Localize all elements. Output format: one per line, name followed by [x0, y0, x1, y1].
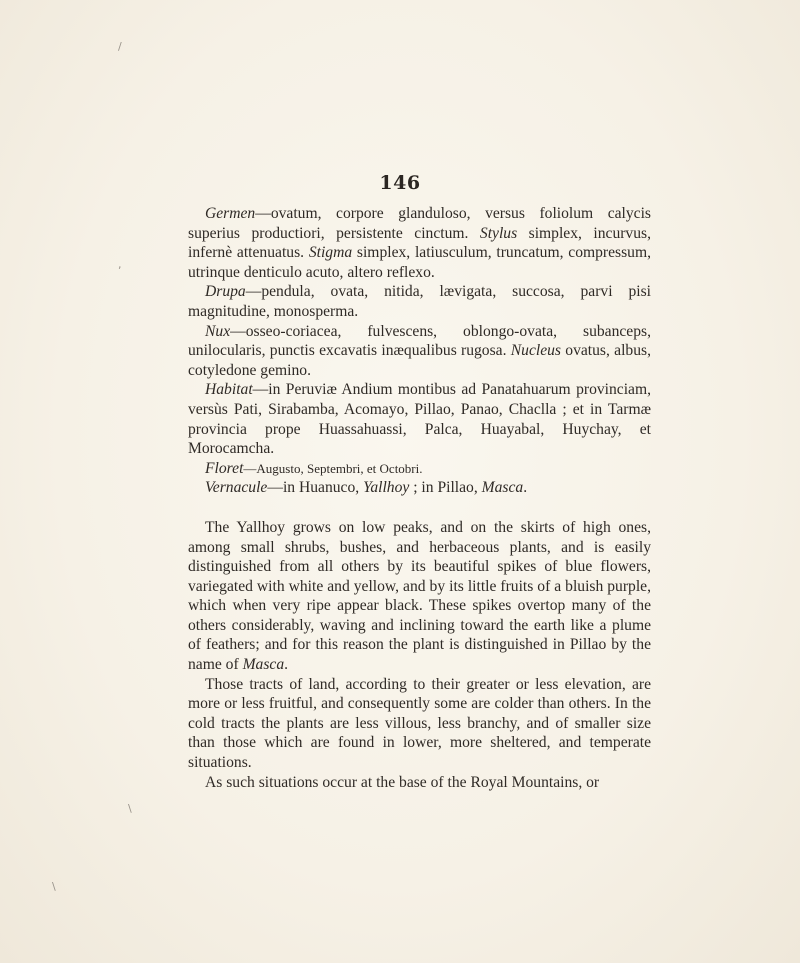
- text: ovatus, albus, cotyledone gemino.: [188, 342, 651, 379]
- body-text: [188, 204, 651, 792]
- text: simplex, incurvus, infernè attenuatus.: [188, 224, 651, 262]
- term-stigma: Stigma: [308, 244, 353, 262]
- term-nux: Nux: [205, 322, 231, 340]
- term-nucleus: Nucleus: [510, 342, 562, 360]
- text: —ovatum, corpore glanduloso, versus foliolum calycis superius productiori, persistente cinctum.: [188, 205, 651, 242]
- text: simplex, latiusculum, truncatum, compressum, utrinque denticulo acuto, altero reflexo.: [188, 244, 651, 281]
- text: .: [523, 479, 528, 497]
- paragraph-drupa: [188, 282, 651, 321]
- text: —pendula, ovata, nitida, lævigata, succosa, parvi pisi magnitudine, monosperma.: [188, 283, 651, 320]
- page-number: 146: [379, 172, 421, 194]
- term-drupa: Drupa: [205, 283, 246, 301]
- paragraph-nux: [188, 322, 651, 381]
- term-stylus: Stylus: [479, 224, 518, 242]
- term-floret: Floret: [205, 459, 244, 477]
- term-germen: Germen: [205, 205, 256, 222]
- book-page: / , \ \ 146 Germen—ovatum, corpore glanduloso, versus foliolum calycis superius productiori, persistente cinctum. Stylus simplex, incurvus, infernè attenuatus. Stigma simplex, latiusculum, truncatum, compressum, utrinque denticulo acuto, altero reflexo. Drupa—pendula, ovata, nitida, lævigata, succosa, parvi pisi magnitudine, monosperma. Nux—osseo-coriacea, fulvescens, oblongo-ovata, subanceps, unilocularis, punctis excavatis inæqualibus rugosa. Nucleus ovatus, albus, cotyledone gemino. Habitat—in Peruviæ Andium montibus ad Panatahuarum provinciam, versùs Pati, Sirabamba, Acomayo, Pillao, Panao, Chaclla ; et in Tarmæ provincia prope Huassahuassi, Palca, Huayabal, Huychay, et Morocamcha. Floret—Augusto, Septembri, et Octobri. Vernacule—in Huanuco, Yallhoy ; in Pillao, Masca. The Yallhoy grows on low peaks, and on the skirts of high ones, among small shrubs, bushes, and herbaceous plants, and is easily distinguished from all others by its beautiful spikes of blue flowers, variegated with white and yellow, and by its little fruits of a bluish purple, which when very ripe appear black. These spikes overtop many of the others considerably, waving and inclining toward the earth like a plume of feathers; and for this reason the plant is distinguished in Pillao by the name of Masca. Those tracts of land, according to their greater or less elevation, are more or less fruitful, and consequently some are colder than others. In the cold tracts the plants are less villous, less branchy, and of smaller size than those which are found in lower, more sheltered, and temperate situations. As such situations occur at the base of the Royal Mountains, or: [0, 0, 800, 963]
- term-vernacule: Vernacule: [205, 479, 268, 497]
- text: .: [284, 656, 289, 674]
- text: —in Huanuco,: [267, 479, 364, 497]
- text: —Augusto, Septembri, et Octobri.: [243, 460, 423, 476]
- paragraph-royal-mountains: [188, 773, 651, 793]
- paragraph-floret: [188, 459, 651, 479]
- term-masca: Masca: [481, 479, 524, 497]
- text: —osseo-coriacea, fulvescens, oblongo-ovata, subanceps, unilocularis, punctis excavatis inæqualibus rugosa.: [188, 322, 651, 360]
- term-masca: Masca: [242, 656, 285, 674]
- text: As such situations occur at the base of the Royal Mountains, or: [205, 773, 600, 791]
- paragraph-tracts-of-land: [188, 675, 651, 773]
- text: ; in Pillao,: [409, 479, 482, 497]
- paragraph-yallhoy-description: [188, 518, 651, 675]
- paragraph-habitat: [188, 380, 651, 458]
- paragraph-germen: [188, 204, 651, 282]
- term-habitat: Habitat: [205, 381, 253, 399]
- term-yallhoy: Yallhoy: [363, 479, 410, 497]
- text: The Yallhoy grows on low peaks, and on the skirts of high ones, among small shrubs, bushes, and herbaceous plants, and is easily distinguished from all others by its beautiful spikes of blue flowers, variegated with white and yellow, and by its little fruits of a bluish purple, which when very ripe appear black. These spikes overtop many of the others considerably, waving and inclining toward the earth like a plume of feathers; and for this reason the plant is distinguished in Pillao by the name of: [188, 518, 651, 674]
- paragraph-vernacule: [188, 478, 651, 498]
- text: Those tracts of land, according to their greater or less elevation, are more or less fruitful, and consequently some are colder than others. In the cold tracts the plants are less villous, less branchy, and of smaller size than those which are found in lower, more sheltered, and temperate situations.: [188, 675, 651, 772]
- text: —in Peruviæ Andium montibus ad Panatahuarum provinciam, versùs Pati, Sirabamba, Acomayo, Pillao, Panao, Chaclla ; et in Tarmæ provincia prope Huassahuassi, Palca, Huayabal, Huychay, et Morocamcha.: [188, 381, 651, 458]
